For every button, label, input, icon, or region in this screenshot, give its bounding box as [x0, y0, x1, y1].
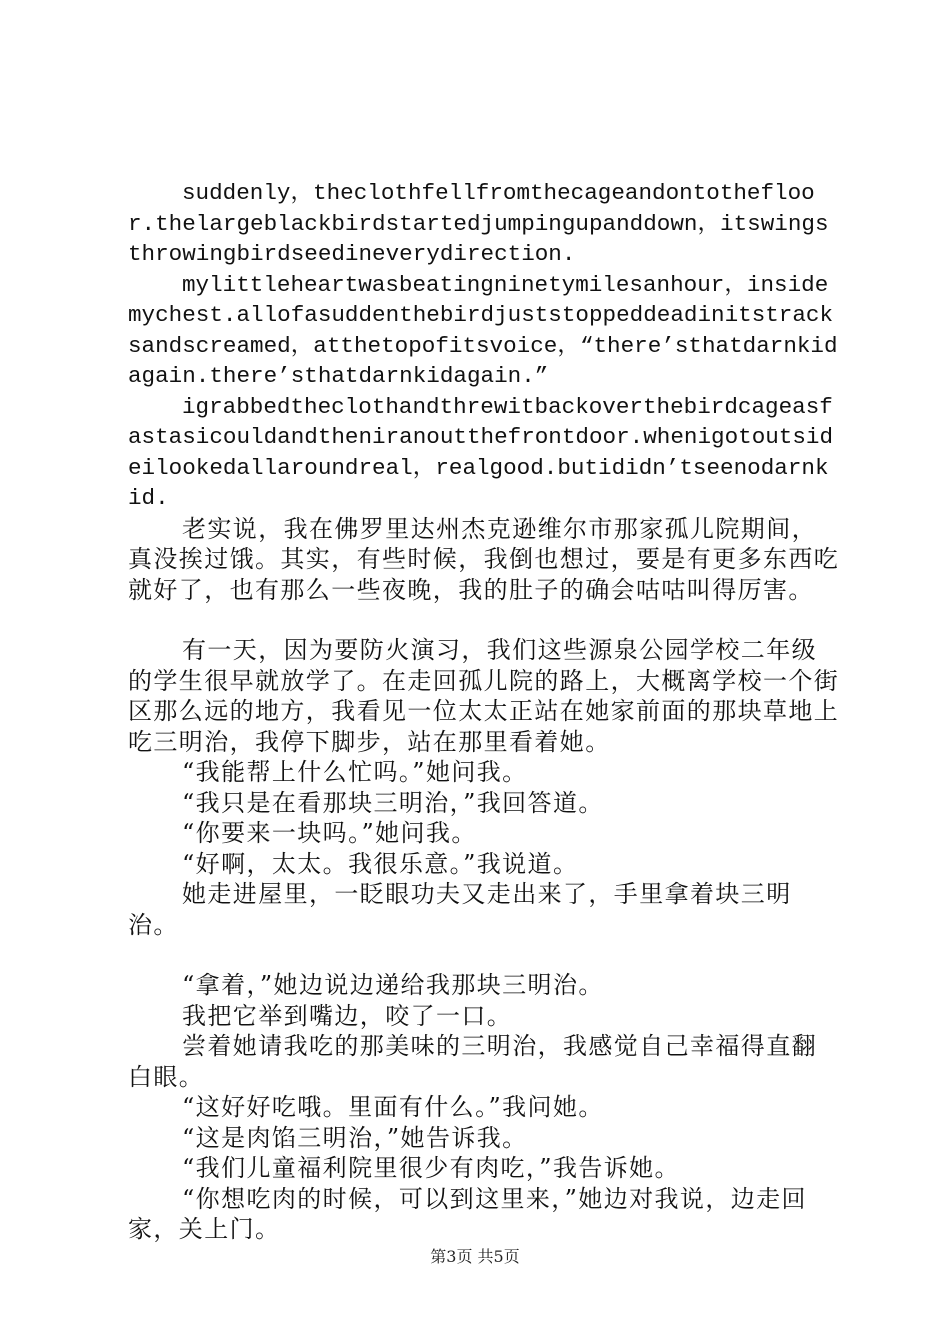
paragraph-14: “这好好吃哦。里面有什么。”我问她。 [182, 1093, 604, 1121]
paragraph-16: “我们儿童福利院里很少有肉吃，”我告诉她。 [182, 1154, 680, 1182]
paragraph-gap [128, 940, 840, 970]
paragraph-2: mylittleheartwasbeatingninetymilesanhour，insidemychest.allofasuddenthebirdjuststoppeddeadinitstracksandscreamed，atthetopofitsvoice，“there’sthatdarnkidagain.there’sthatdarnkidagain.” [128, 271, 838, 389]
paragraph-10: 她走进屋里，一眨眼功夫又走出来了，手里拿着块三明治。 [128, 880, 792, 939]
paragraph-5: 有一天，因为要防火演习，我们这些源泉公园学校二年级的学生很早就放学了。在走回孤儿院的路上，大概离学校一个街区那么远的地方，我看见一位太太正站在她家前面的那块草地上吃三明治，我停下脚步，站在那里看着她。 [128, 636, 840, 756]
paragraph-11: “拿着，”她边说边递给我那块三明治。 [182, 971, 604, 999]
paragraph-9: “好啊，太太。我很乐意。”我说道。 [182, 849, 579, 878]
paragraph-4: 老实说，我在佛罗里达州杰克逊维尔市那家孤儿院期间，真没挨过饿。其实，有些时候，我倒也想过，要是有更多东西吃就好了，也有那么一些夜晚，我的肚子的确会咕咕叫得厉害。 [128, 514, 840, 604]
paragraph-13: 尝着她请我吃的那美味的三明治，我感觉自己幸福得直翻白眼。 [128, 1032, 817, 1091]
paragraph-12: 我把它举到嘴边，咬了一口。 [182, 1001, 513, 1030]
paragraph-1: suddenly，theclothfellfromthecageandontothefloor.thelargeblackbirdstartedjumpingupanddown，itswingsthrowingbirdseedineverydirection. [128, 180, 829, 267]
paragraph-17: “你想吃肉的时候，可以到这里来，”她边对我说，边走回家，关上门。 [128, 1184, 807, 1243]
paragraph-gap [128, 605, 840, 635]
paragraph-8: “你要来一块吗。”她问我。 [182, 819, 477, 847]
paragraph-3: igrabbedtheclothandthrewitbackoverthebirdcageasfastasicouldandtheniranoutthefrontdoor.whenigotoutsideilookedallaroundreal，realgood.butididn’tseenodarnkid. [128, 393, 834, 511]
paragraph-15: “这是肉馅三明治，”她告诉我。 [182, 1123, 528, 1152]
document-body [128, 178, 840, 1245]
page-number-footer: 第3页 共5页 [430, 1247, 520, 1266]
paragraph-7: “我只是在看那块三明治，”我回答道。 [182, 788, 604, 817]
paragraph-6: “我能帮上什么忙吗。”她问我。 [182, 758, 528, 786]
